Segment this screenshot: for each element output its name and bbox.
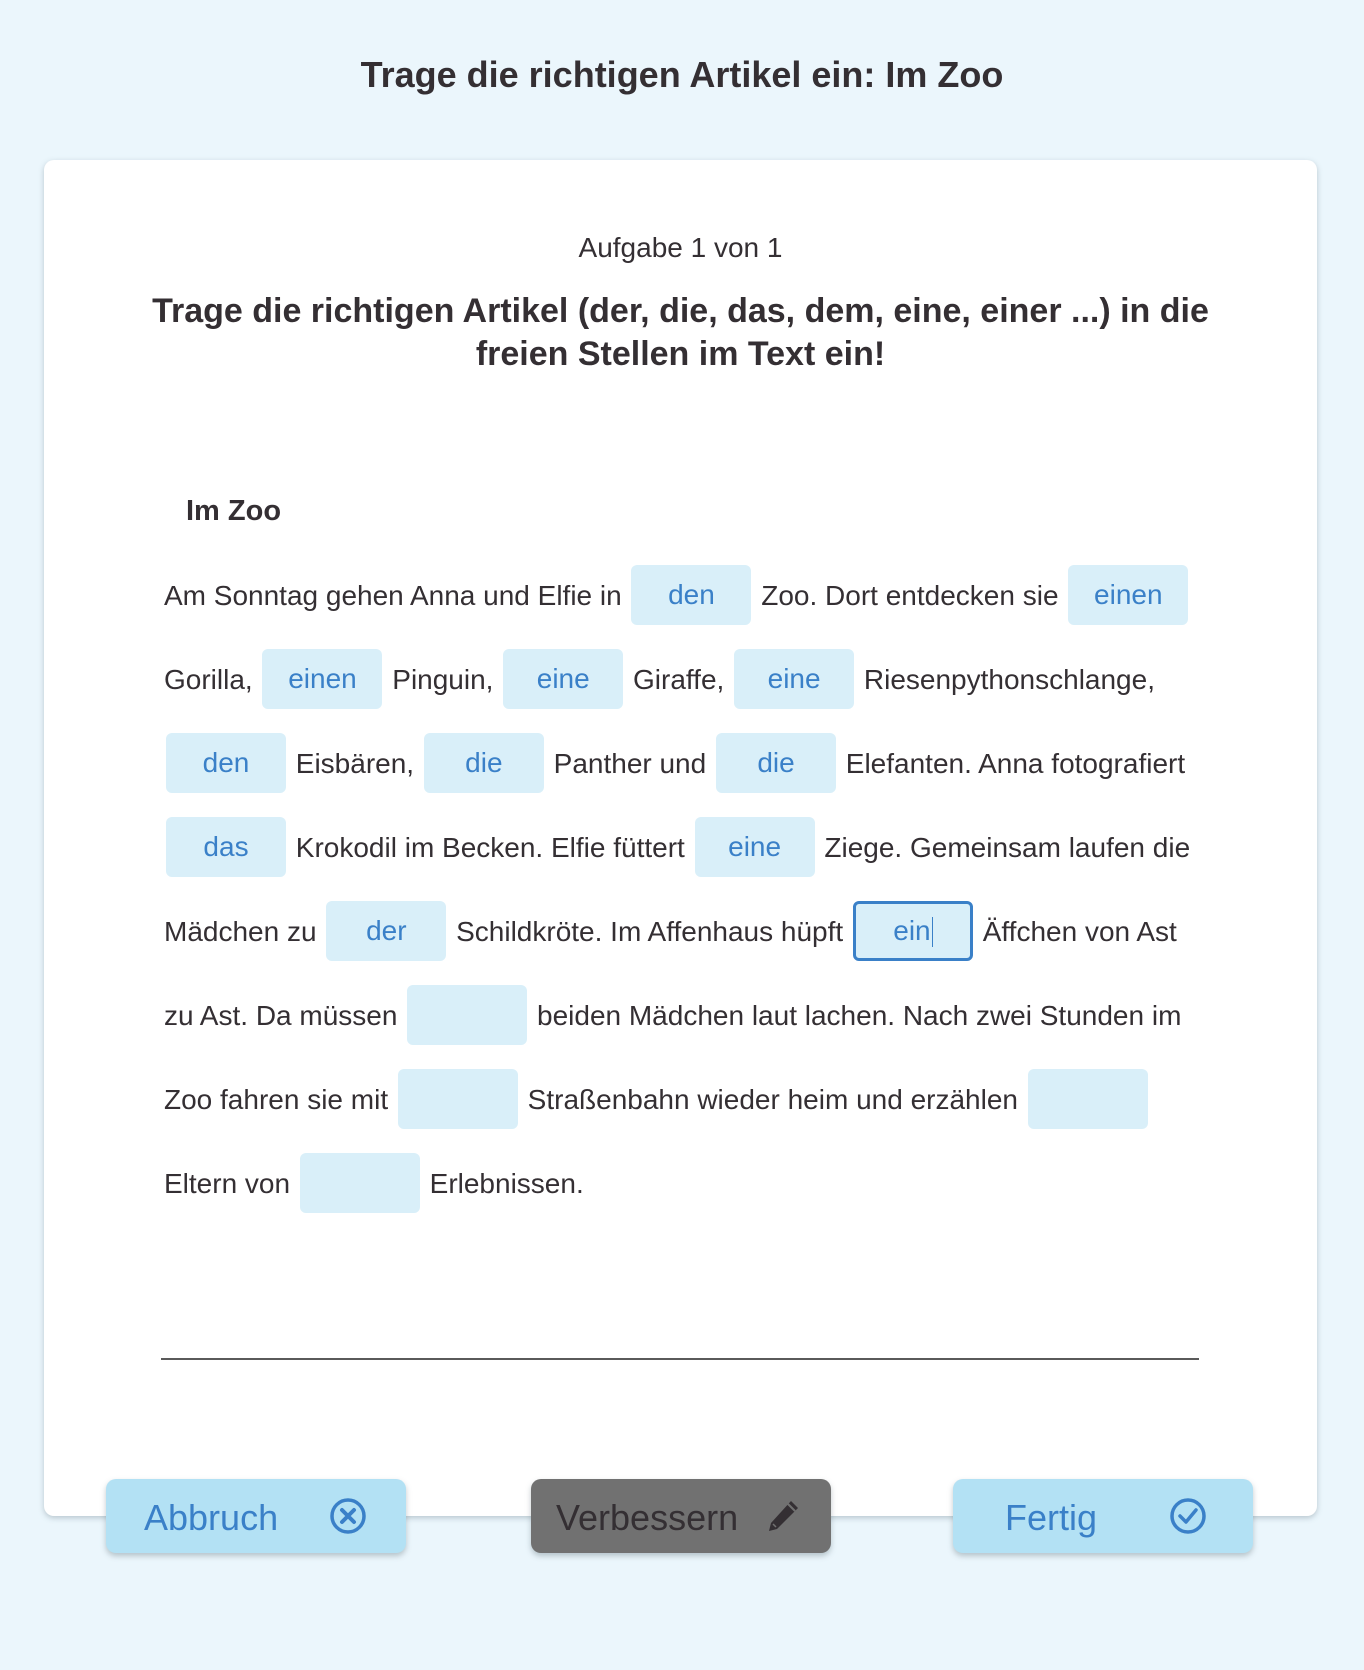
- text-segment: Elefanten. Anna fotografiert: [845, 748, 1186, 779]
- cloze-text: [164, 554, 1204, 1226]
- text-segment: Krokodil im Becken. Elfie füttert: [295, 832, 685, 863]
- exercise-card: [44, 160, 1317, 1516]
- article-gap-input[interactable]: das: [166, 817, 286, 877]
- text-segment: Giraffe,: [633, 664, 725, 695]
- text-segment: Gorilla,: [164, 664, 253, 695]
- article-gap-input[interactable]: die: [424, 733, 544, 793]
- cancel-button[interactable]: [106, 1479, 406, 1553]
- article-gap-input[interactable]: [300, 1153, 420, 1213]
- text-caret: [932, 917, 933, 947]
- correct-button[interactable]: [531, 1479, 831, 1553]
- article-gap-input[interactable]: den: [166, 733, 286, 793]
- article-gap-input[interactable]: einen: [262, 649, 382, 709]
- text-segment: Ziege. Gemeinsam laufen die Mädchen zu: [164, 832, 1191, 947]
- text-segment: Pinguin,: [392, 664, 494, 695]
- circle-check-icon: [1169, 1497, 1207, 1535]
- article-gap-input[interactable]: eine: [503, 649, 623, 709]
- text-segment: Äffchen von Ast zu Ast. Da müssen: [164, 916, 1177, 1031]
- article-gap-input[interactable]: den: [631, 565, 751, 625]
- text-heading: Im Zoo: [186, 495, 282, 527]
- article-gap-input[interactable]: einen: [1068, 565, 1188, 625]
- text-segment: Schildkröte. Im Affenhaus hüpft: [456, 916, 844, 947]
- text-segment: Erlebnissen.: [429, 1168, 584, 1199]
- text-segment: Eisbären,: [295, 748, 415, 779]
- task-instruction: Trage die richtigen Artikel (der, die, das, dem, eine, einer ...) in die freien Stellen im Text ein!: [152, 292, 1209, 373]
- article-gap-input[interactable]: die: [716, 733, 836, 793]
- pencil-icon: [764, 1497, 802, 1535]
- article-gap-input[interactable]: der: [326, 901, 446, 961]
- gap-value: ein: [893, 914, 931, 946]
- divider: [161, 1358, 1199, 1360]
- task-counter: Aufgabe 1 von 1: [578, 232, 783, 263]
- article-gap-input[interactable]: [407, 985, 527, 1045]
- correct-button-label: Verbessern: [556, 1497, 739, 1538]
- article-gap-input-focused[interactable]: [853, 901, 973, 961]
- text-segment: Panther und: [553, 748, 707, 779]
- article-gap-input[interactable]: [1028, 1069, 1148, 1129]
- text-segment: beiden Mädchen laut lachen. Nach zwei Stunden im Zoo fahren sie mit: [164, 1000, 1182, 1115]
- cancel-button-label: Abbruch: [144, 1497, 279, 1538]
- page-title: Trage die richtigen Artikel ein: Im Zoo: [360, 54, 1004, 95]
- done-button-label: Fertig: [1005, 1497, 1098, 1538]
- text-segment: Zoo. Dort entdecken sie: [761, 580, 1059, 611]
- text-segment: Straßenbahn wieder heim und erzählen: [527, 1084, 1018, 1115]
- text-segment: Riesenpythonschlange,: [863, 664, 1155, 695]
- circle-x-icon: [329, 1497, 367, 1535]
- article-gap-input[interactable]: eine: [695, 817, 815, 877]
- article-gap-input[interactable]: [398, 1069, 518, 1129]
- done-button[interactable]: [953, 1479, 1253, 1553]
- text-segment: Eltern von: [164, 1168, 291, 1199]
- text-segment: Am Sonntag gehen Anna und Elfie in: [164, 580, 622, 611]
- article-gap-input[interactable]: eine: [734, 649, 854, 709]
